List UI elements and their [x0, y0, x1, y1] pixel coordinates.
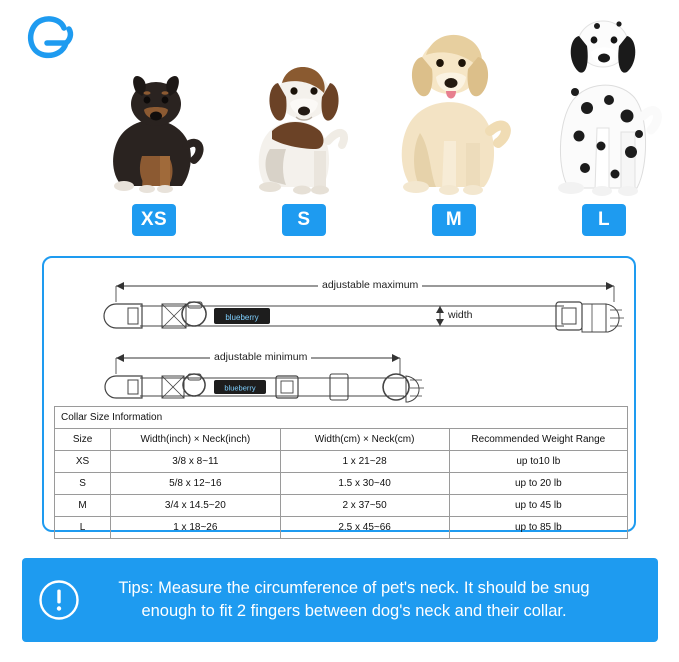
- table-title-row: [55, 407, 628, 429]
- header-weight: Recommended Weight Range: [449, 429, 627, 451]
- tips-text: Tips: Measure the circumference of pet's neck. It should be snug enough to fit 2 fingers between dog's neck and their collar.: [118, 579, 590, 620]
- tips-banner: [22, 558, 658, 642]
- cell-cm: 2 x 37~50: [280, 495, 449, 517]
- adjustable-minimum-label: adjustable minimum: [210, 351, 311, 363]
- cell-inch: 3/4 x 14.5~20: [111, 495, 280, 517]
- dog-size-cell-m: [386, 1, 522, 236]
- black-tan-terrier-dog-icon: [86, 36, 222, 196]
- collar-brand-text: blueberry: [225, 313, 259, 322]
- exclamation-circle-icon: [38, 579, 80, 621]
- cell-weight: up to10 lb: [449, 451, 627, 473]
- brand-logo-icon: [22, 10, 78, 66]
- cell-cm: 1 x 21~28: [280, 451, 449, 473]
- cell-size: M: [55, 495, 111, 517]
- table-header-row: [55, 429, 628, 451]
- golden-retriever-dog-icon: [386, 1, 522, 196]
- size-badge-m: M: [432, 204, 476, 236]
- header-size: Size: [55, 429, 111, 451]
- table-row: [55, 517, 628, 539]
- collar-diagram-panel: [42, 256, 636, 532]
- dog-size-row: [86, 6, 672, 236]
- table-title: Collar Size Information: [55, 407, 628, 429]
- dog-size-cell-xs: [86, 36, 222, 236]
- cell-cm: 1.5 x 30~40: [280, 473, 449, 495]
- beagle-dog-icon: [236, 21, 372, 196]
- dog-size-cell-s: [236, 21, 372, 236]
- cell-size: XS: [55, 451, 111, 473]
- table-row: [55, 495, 628, 517]
- width-label: width: [448, 309, 473, 321]
- dog-size-cell-l: [536, 0, 672, 236]
- dalmatian-dog-icon: [536, 0, 672, 196]
- cell-cm: 2.5 x 45~66: [280, 517, 449, 539]
- cell-size: L: [55, 517, 111, 539]
- collar-size-table: [54, 406, 628, 539]
- adjustable-maximum-label: adjustable maximum: [318, 279, 422, 291]
- table-row: [55, 473, 628, 495]
- cell-inch: 3/8 x 8~11: [111, 451, 280, 473]
- size-table-wrap: [54, 406, 628, 539]
- cell-inch: 5/8 x 12~16: [111, 473, 280, 495]
- cell-weight: up to 20 lb: [449, 473, 627, 495]
- svg-text:blueberry: blueberry: [224, 383, 256, 393]
- cell-weight: up to 85 lb: [449, 517, 627, 539]
- header-inch: Width(inch) × Neck(inch): [111, 429, 280, 451]
- header-cm: Width(cm) × Neck(cm): [280, 429, 449, 451]
- size-badge-l: L: [582, 204, 626, 236]
- cell-weight: up to 45 lb: [449, 495, 627, 517]
- table-row: [55, 451, 628, 473]
- size-badge-xs: XS: [132, 204, 176, 236]
- size-badge-s: S: [282, 204, 326, 236]
- cell-inch: 1 x 18~26: [111, 517, 280, 539]
- cell-size: S: [55, 473, 111, 495]
- collar-diagram: [44, 258, 634, 406]
